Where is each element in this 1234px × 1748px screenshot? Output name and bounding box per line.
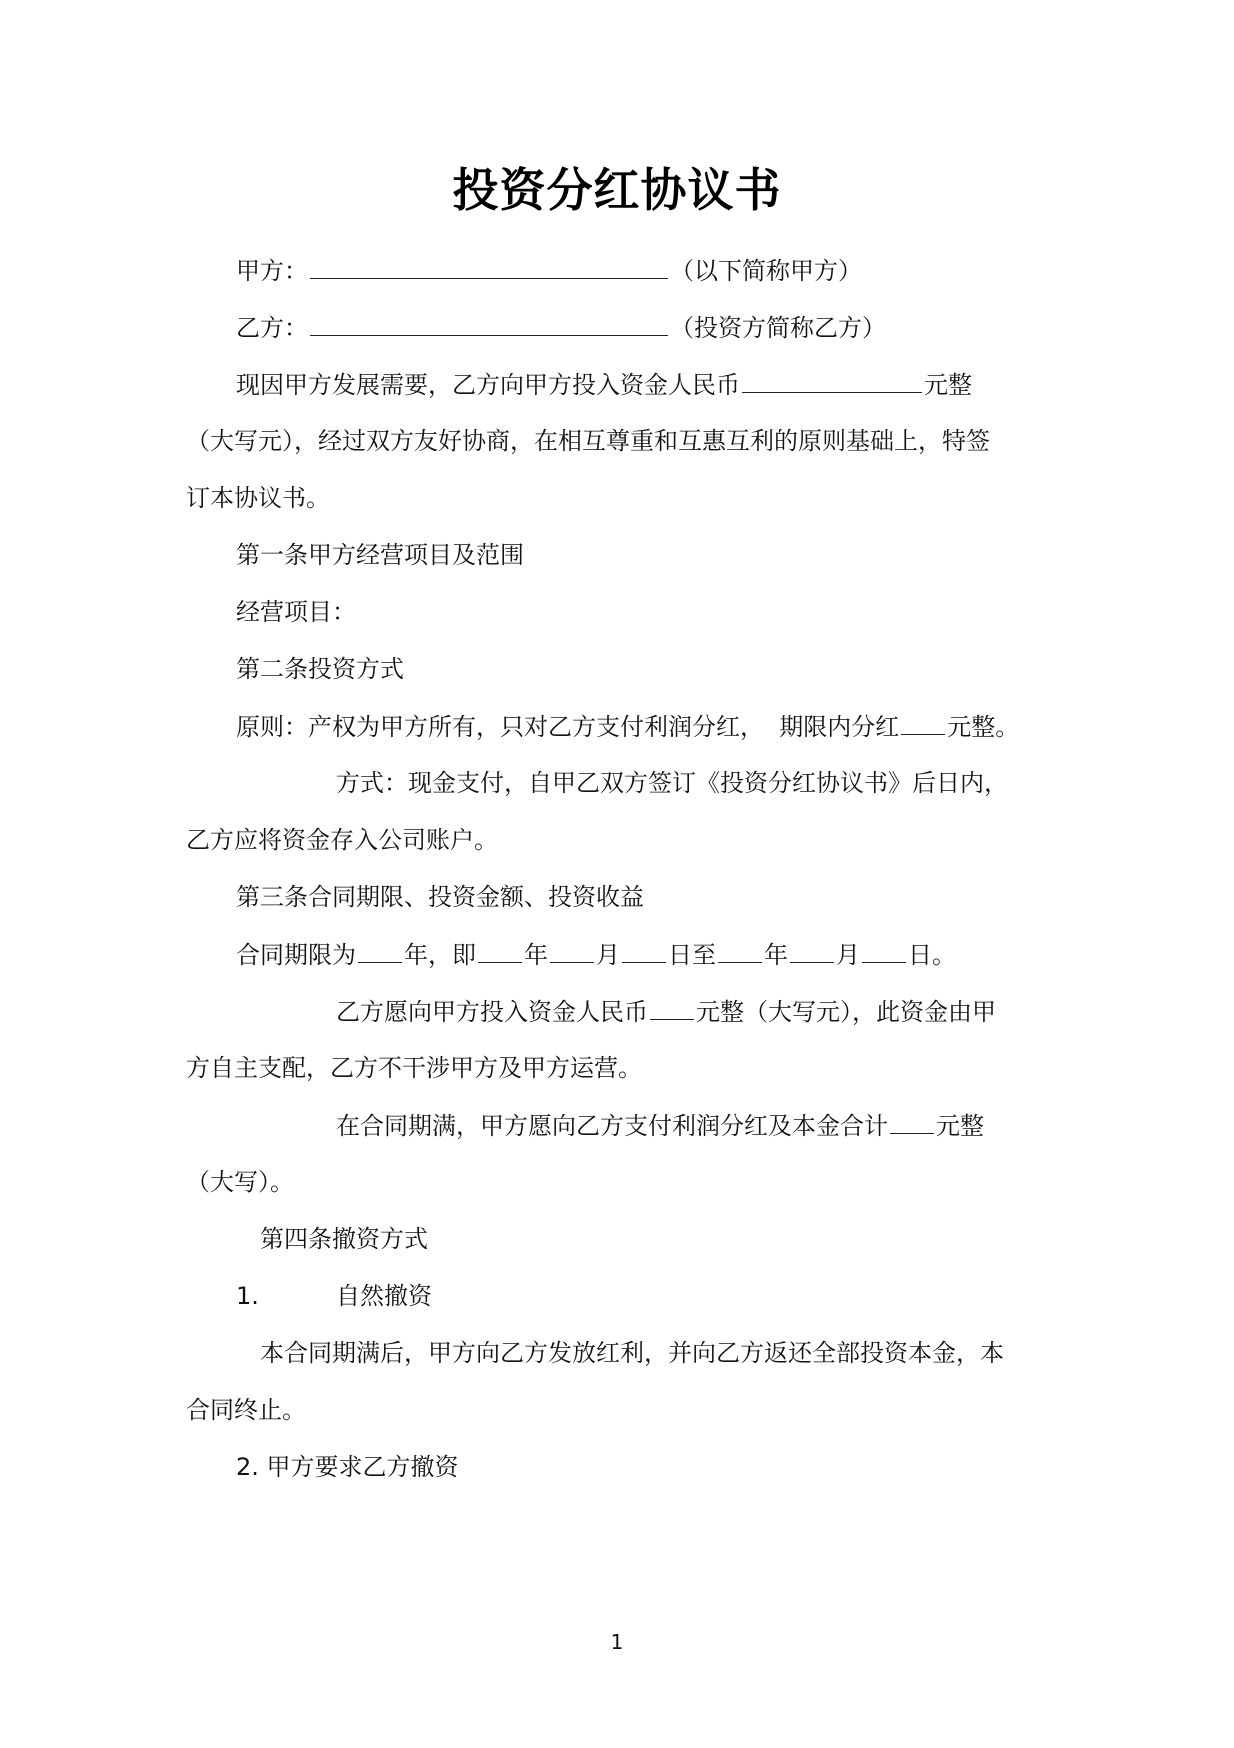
party-a-blank	[310, 252, 668, 279]
end-year-blank	[718, 936, 762, 963]
intro-line-1-suffix: 元整	[924, 371, 972, 399]
return-line-2: （大写）。	[186, 1168, 294, 1196]
item-1-number: 1.	[236, 1282, 259, 1310]
item-1-title: 自然撤资	[336, 1282, 432, 1310]
term-text: 年	[524, 941, 548, 969]
party-b-label: 乙方：	[236, 314, 308, 342]
article-2-method-line-2: 乙方应将资金存入公司账户。	[186, 826, 498, 854]
term-text: 日。	[908, 941, 956, 969]
term-years-blank	[358, 936, 402, 963]
withdrawal-item-1-line-1: 本合同期满后，甲方向乙方发放红利，并向乙方返还全部投资本金，本	[260, 1339, 1004, 1367]
withdrawal-item-1-line-2: 合同终止。	[186, 1396, 306, 1424]
term-text: 年	[764, 941, 788, 969]
party-a-line	[236, 252, 862, 289]
article-1-item: 经营项目：	[236, 598, 356, 626]
return-total-blank	[890, 1107, 934, 1134]
party-b-blank	[310, 309, 668, 336]
return-line-1	[336, 1107, 984, 1144]
party-a-note: （以下简称甲方）	[670, 257, 862, 285]
page-number: 1	[610, 1630, 624, 1654]
document-title: 投资分红协议书	[452, 163, 782, 217]
investment-amount-blank	[742, 366, 922, 393]
article-4-heading: 第四条撤资方式	[260, 1225, 428, 1253]
withdrawal-item-1	[236, 1278, 432, 1314]
intro-line-3: 订本协议书。	[186, 484, 330, 512]
party-a-label: 甲方：	[236, 257, 308, 285]
article-3-heading: 第三条合同期限、投资金额、投资收益	[236, 883, 644, 911]
intro-line-1-text: 现因甲方发展需要，乙方向甲方投入资金人民币	[236, 371, 740, 399]
investment-blank	[650, 993, 694, 1020]
return-suffix: 元整	[936, 1112, 984, 1140]
investment-line-1	[336, 993, 996, 1030]
start-day-blank	[622, 936, 666, 963]
term-text: 月	[596, 941, 620, 969]
end-day-blank	[862, 936, 906, 963]
intro-line-2: （大写元），经过双方友好协商，在相互尊重和互惠互利的原则基础上，特签	[186, 427, 990, 455]
start-month-blank	[550, 936, 594, 963]
start-year-blank	[478, 936, 522, 963]
end-month-blank	[790, 936, 834, 963]
principle-text: 原则：产权为甲方所有，只对乙方支付利润分红， 期限内分红	[236, 713, 900, 741]
party-b-note: （投资方简称乙方）	[670, 314, 886, 342]
article-1-heading: 第一条甲方经营项目及范围	[236, 541, 524, 569]
term-text: 月	[836, 941, 860, 969]
investment-text: 乙方愿向甲方投入资金人民币	[336, 998, 648, 1026]
article-2-method-line-1: 方式：现金支付，自甲乙双方签订《投资分红协议书》后日内，	[336, 769, 1008, 797]
withdrawal-item-2: 2. 甲方要求乙方撤资	[236, 1453, 459, 1481]
contract-term-line	[236, 936, 956, 973]
principle-suffix: 元整。	[947, 713, 1020, 741]
investment-line-2: 方自主支配，乙方不干涉甲方及甲方运营。	[186, 1054, 642, 1082]
return-text: 在合同期满，甲方愿向乙方支付利润分红及本金合计	[336, 1112, 888, 1140]
term-text: 年，即	[404, 941, 476, 969]
party-b-line	[236, 309, 886, 346]
term-text: 合同期限为	[236, 941, 356, 969]
dividend-blank	[901, 708, 945, 735]
intro-line-1	[236, 366, 972, 403]
article-2-heading: 第二条投资方式	[236, 655, 404, 683]
investment-suffix: 元整（大写元），此资金由甲	[696, 998, 996, 1026]
article-2-principle	[236, 708, 1019, 745]
term-text: 日至	[668, 941, 716, 969]
